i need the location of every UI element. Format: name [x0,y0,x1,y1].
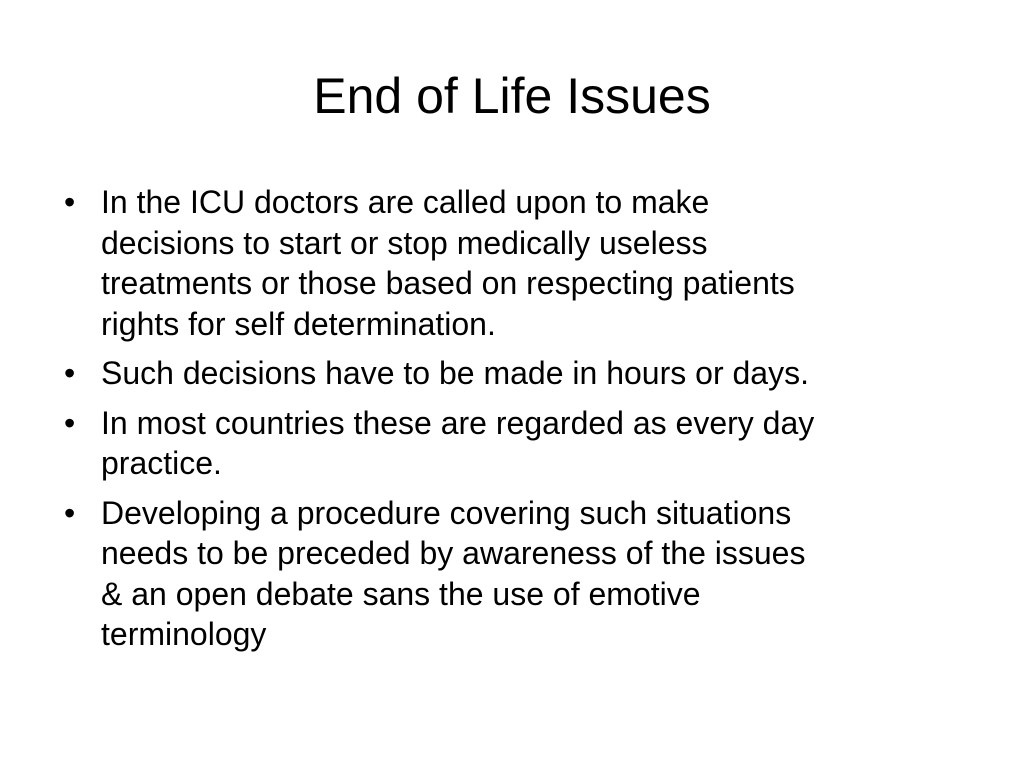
bullet-line: Developing a procedure covering such situations [101,494,792,531]
bullet-line: treatments or those based on respecting patients [101,265,795,301]
bullet-line: practice. [101,445,222,481]
bullet-line: In the ICU doctors are called upon to make [101,184,710,220]
bullet-item-1 [64,182,964,344]
bullet-line: terminology [101,616,267,652]
bullet-dot-icon: • [64,494,76,531]
bullet-dot-icon: • [64,404,76,441]
bullet-dot-icon: • [64,355,76,391]
bullet-line: decisions to start or stop medically useless [101,224,708,261]
slide-title: End of Life Issues [313,68,711,124]
bullet-line: rights for self determination. [101,305,496,342]
bullet-item-3 [64,403,964,484]
bullet-list [64,182,964,664]
bullet-line: & an open debate sans the use of emotive [101,575,701,612]
bullet-line: needs to be preceded by awareness of the issues [101,535,806,571]
bullet-line: Such decisions have to be made in hours or days. [101,355,809,391]
bullet-item-2 [64,353,964,394]
bullet-dot-icon: • [64,184,76,220]
bullet-item-4 [64,493,964,655]
bullet-line: In most countries these are regarded as every day [101,404,815,441]
